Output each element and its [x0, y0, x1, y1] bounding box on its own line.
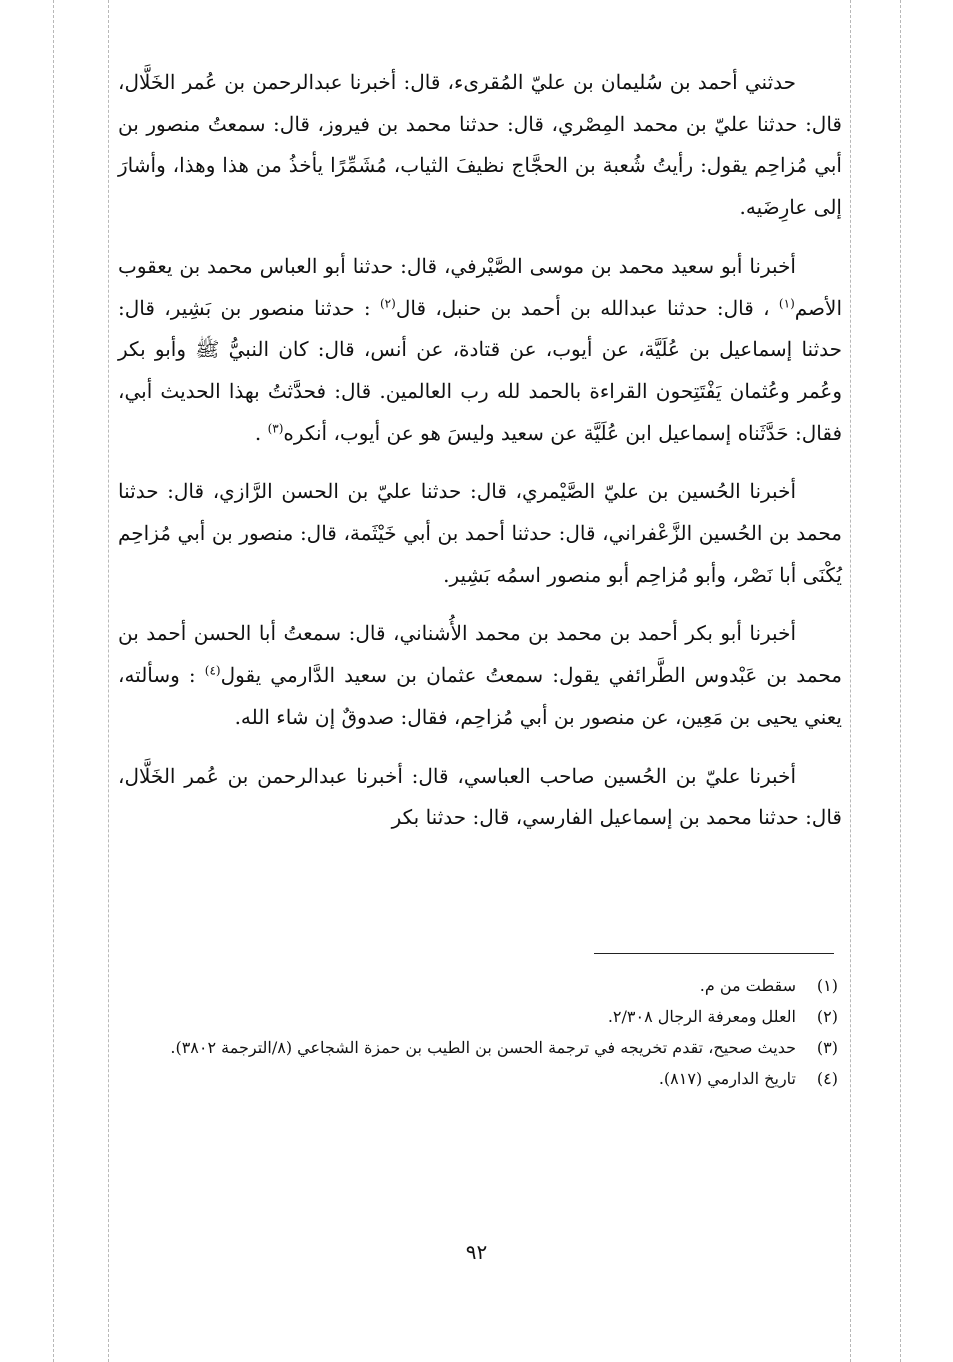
margin-guide-left-inner: [108, 0, 109, 1362]
footnote-separator: [594, 953, 834, 954]
footnote-number: (٤): [816, 1069, 838, 1088]
footnote-number: (٢): [816, 1007, 838, 1026]
footnotes: [118, 970, 838, 1094]
page-number: ٩٢: [465, 1240, 488, 1264]
main-text: [118, 62, 842, 856]
paragraph-3: [118, 471, 842, 596]
paragraph-5: [118, 756, 842, 839]
footnote-2: [118, 1001, 838, 1032]
footnote-number: (١): [816, 976, 838, 995]
footnote-ref-3[interactable]: (٣): [267, 420, 284, 435]
paragraph-4: [118, 613, 842, 738]
paragraph-2: [118, 246, 842, 455]
footnote-text: تاريخ الدارمي (٨١٧).: [658, 1069, 796, 1088]
paragraph-2-text-2: ، قال: حدثنا عبدالله بن أحمد بن حنبل، قال: [395, 295, 779, 320]
footnote-number: (٣): [816, 1038, 838, 1057]
margin-guide-right-outer: [900, 0, 901, 1362]
paragraph-1: [118, 62, 842, 229]
paragraph-2-text-3: : حدثنا منصور بن بَشِير، قال: حدثنا إسماعيل بن عُلَيَّة، عن أيوب، عن قتادة، عن أنس، قال: كان النبيُّ ﷺ وأبو بكر وعُمر وعُثمان يَفْتَتِحون القراءة بالحمد لله رب العالمين. قال: فحدَّثتُ بهذا الحديث أبي، فقال: حَدَّثَناه إسماعيل ابن عُلَيَّة عن سعيد وليسَ هو عن أيوب، أنكره: [118, 295, 842, 445]
footnote-ref-2[interactable]: (٢): [379, 295, 396, 310]
footnote-ref-1[interactable]: (١): [778, 295, 795, 310]
margin-guide-right-inner: [850, 0, 851, 1362]
footnote-4: [118, 1063, 838, 1094]
footnote-text: سقطت من م.: [699, 976, 796, 995]
footnote-text: حديث صحيح، تقدم تخريجه في ترجمة الحسن بن الطيب بن حمزة الشجاعي (٨/الترجمة ٣٨٠٢).: [170, 1038, 796, 1057]
paragraph-5-text: أخبرنا عليّ بن الحُسين صاحب العباسي، قال: أخبرنا عبدالرحمن بن عُمر الخَلَّال، قال: حدثنا محمد بن إسماعيل الفارسي، قال: حدثنا بكر: [118, 763, 842, 830]
margin-guide-left-outer: [53, 0, 54, 1362]
footnote-1: [118, 970, 838, 1001]
footnote-3: [118, 1032, 838, 1063]
footnote-ref-4[interactable]: (٤): [204, 663, 221, 678]
footnote-text: العلل ومعرفة الرجال ٢/٣٠٨.: [607, 1007, 796, 1026]
paragraph-3-text: أخبرنا الحُسين بن عليّ الصَّيْمري، قال: حدثنا عليّ بن الحسن الرَّازي، قال: حدثنا محمد بن الحُسين الزَّعْفراني، قال: حدثنا أحمد بن أبي خَيْثَمة، قال: منصور بن أبي مُزاحِم يُكْنَى أبا نَصْر، وأبو مُزاحِم أبو منصور اسمُه بَشِير.: [118, 479, 842, 587]
paragraph-2-text-1: أخبرنا أبو سعيد محمد بن موسى الصَّيْرفي، قال: حدثنا أبو العباس محمد بن يعقوب الأصم: [118, 253, 843, 320]
paragraph-4-text-2: : وسألته، يعني يحيى بن مَعِين، عن منصور بن أبي مُزاحِم، فقال: صدوقٌ إن شاء الله.: [118, 663, 842, 729]
paragraph-1-text: حدثني أحمد بن سُليمان بن عليّ المُقرىء، قال: أخبرنا عبدالرحمن بن عُمر الخَلَّال، قال: حدثنا عليّ بن محمد المِصْري، قال: حدثنا محمد بن فيروز، قال: سمعتُ منصور بن أبي مُزاحِم يقول: رأيتُ شُعبة بن الحجَّاج نظيفَ الثياب، مُشَمِّرًا يأخذُ من هذا وهذا، وأشارَ إلى عارِضَيه.: [118, 70, 842, 220]
paragraph-2-text-4: .: [254, 420, 268, 445]
paragraph-4-text-1: أخبرنا أبو بكر أحمد بن محمد بن محمد الأُشناني، قال: سمعتُ أبا الحسن أحمد بن محمد بن عَبْدوس الطَّرائفي يقول: سمعتُ عثمان بن سعيد الدَّارمي يقول: [118, 621, 842, 688]
